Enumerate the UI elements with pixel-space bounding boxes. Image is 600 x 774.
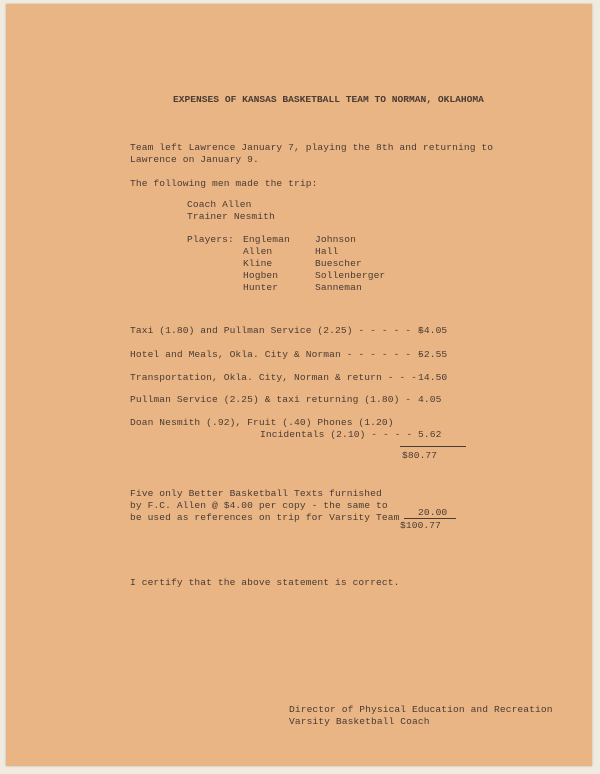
- player-name: Hall: [315, 246, 339, 257]
- texts-line-2: by F.C. Allen @ $4.00 per copy - the same to: [130, 500, 388, 511]
- document-title: EXPENSES OF KANSAS BASKETBALL TEAM TO NORMAN, OKLAHOMA: [173, 94, 484, 105]
- player-name: Sollenberger: [315, 270, 386, 281]
- subtotal-rule: [400, 446, 466, 447]
- expense-amount: 14.50: [418, 372, 448, 383]
- certification-statement: I certify that the above statement is correct.: [130, 577, 400, 588]
- total-amount: $100.77: [400, 520, 442, 531]
- intro-line-1: Team left Lawrence January 7, playing the 8th and returning to: [130, 142, 494, 153]
- expense-amount: 4.05: [418, 394, 442, 405]
- player-name: Hunter: [243, 282, 279, 293]
- texts-amount: 20.00: [418, 507, 448, 518]
- intro-line-2: Lawrence on January 9.: [130, 154, 259, 165]
- expense-amount: $4.05: [418, 325, 448, 336]
- staff-trainer: Trainer Nesmith: [187, 211, 275, 222]
- expense-amount: 52.55: [418, 349, 448, 360]
- misc-expense-line-1: Doan Nesmith (.92), Fruit (.40) Phones (1.20): [130, 417, 394, 428]
- player-name: Engleman: [243, 234, 290, 245]
- signature-title-line-1: Director of Physical Education and Recreation: [289, 704, 553, 715]
- expense-label: Pullman Service (2.25) & taxi returning (1.80) -: [130, 394, 412, 405]
- document-page: [6, 4, 592, 766]
- player-name: Sanneman: [315, 282, 362, 293]
- player-name: Johnson: [315, 234, 357, 245]
- total-rule: [404, 518, 456, 519]
- players-label: Players:: [187, 234, 234, 245]
- texts-line-1: Five only Better Basketball Texts furnished: [130, 488, 382, 499]
- expense-label: Transportation, Okla. City, Norman & return - - -: [130, 372, 418, 383]
- player-name: Hogben: [243, 270, 279, 281]
- expense-label: Taxi (1.80) and Pullman Service (2.25) - - - - - -: [130, 325, 423, 336]
- trip-text: The following men made the trip:: [130, 178, 318, 189]
- player-name: Buescher: [315, 258, 362, 269]
- texts-line-3: be used as references on trip for Varsity Team: [130, 512, 400, 523]
- player-name: Allen: [243, 246, 273, 257]
- misc-expense-amount: 5.62: [418, 429, 442, 440]
- subtotal-amount: $80.77: [402, 450, 438, 461]
- expense-label: Hotel and Meals, Okla. City & Norman - - - - - - -: [130, 349, 423, 360]
- misc-expense-line-2: Incidentals (2.10) - - - -: [260, 429, 413, 440]
- staff-coach: Coach Allen: [187, 199, 252, 210]
- player-name: Kline: [243, 258, 273, 269]
- signature-title-line-2: Varsity Basketball Coach: [289, 716, 430, 727]
